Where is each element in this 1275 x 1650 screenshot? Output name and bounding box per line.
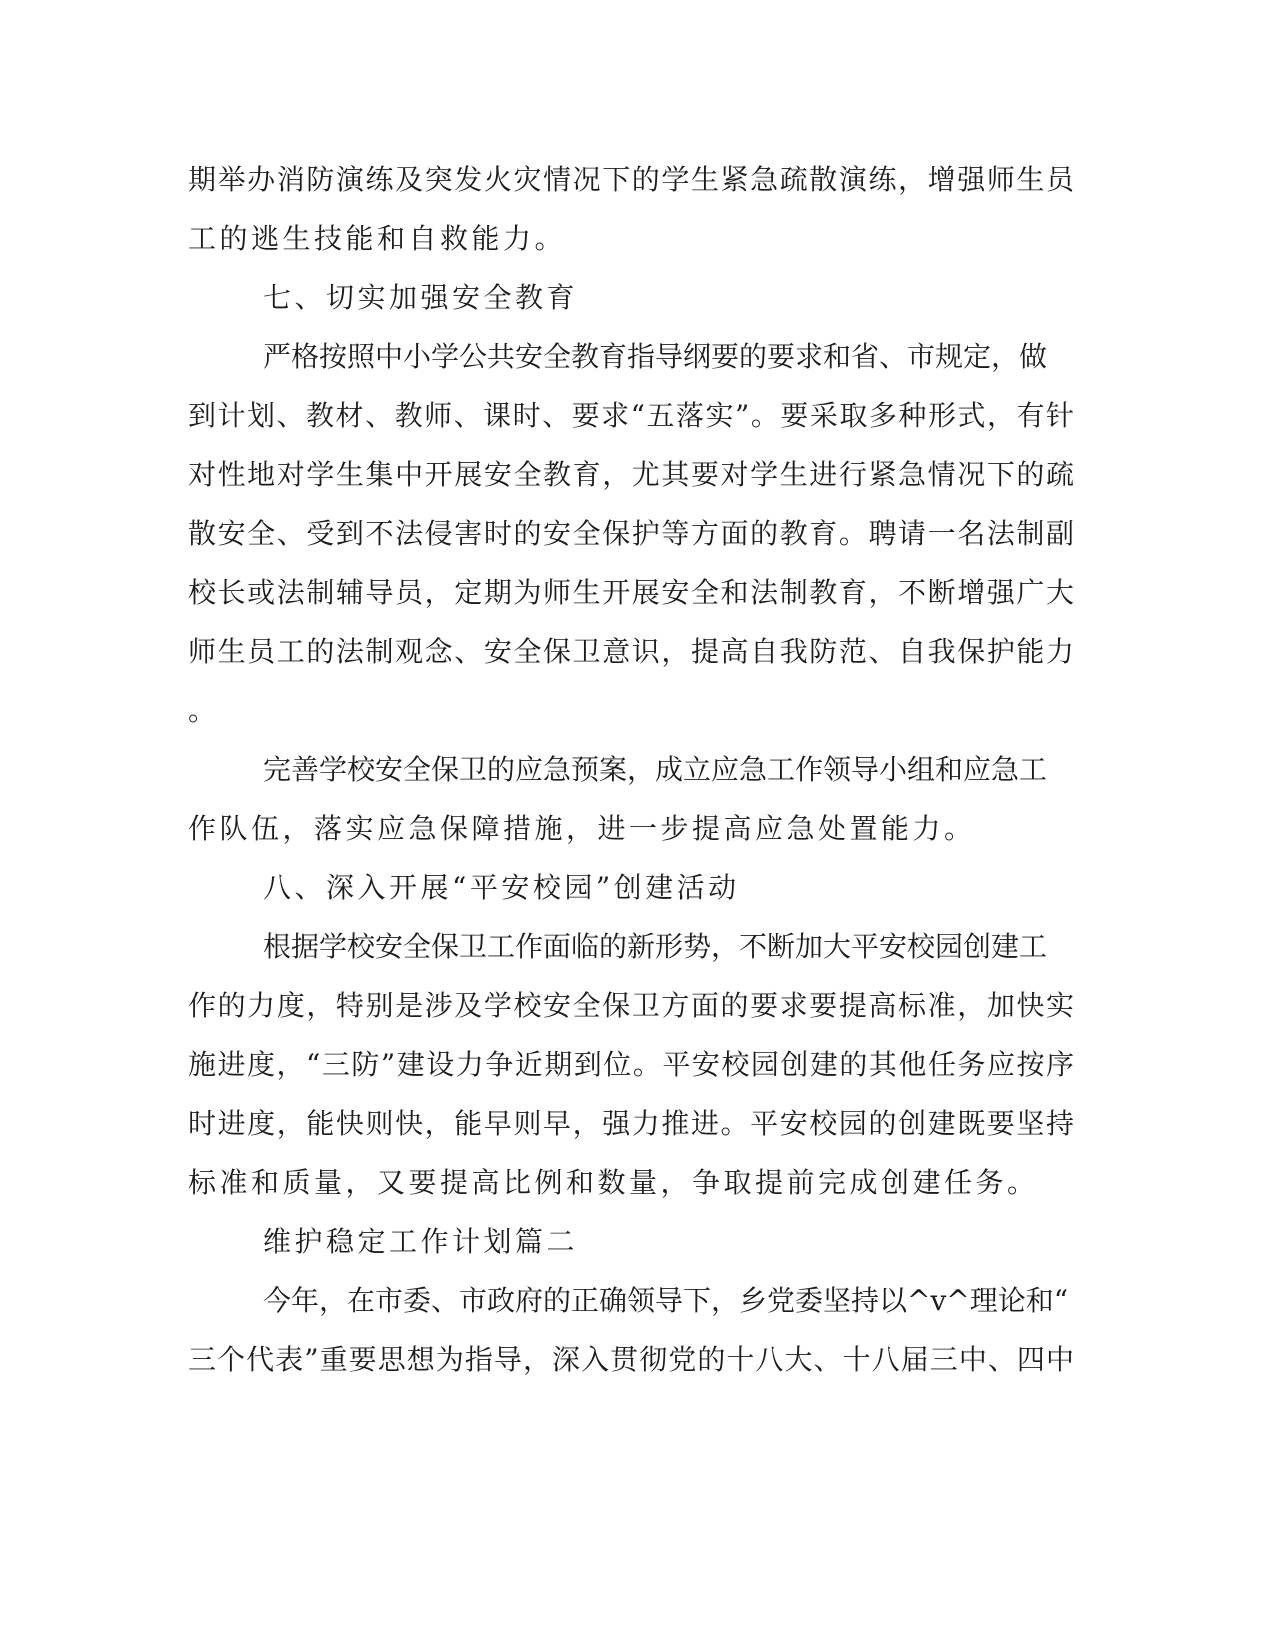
text-line: 对性地对学生集中开展安全教育，尤其要对学生进行紧急情况下的疏 bbox=[188, 458, 1074, 491]
section-heading: 七、切实加强安全教育 bbox=[263, 281, 579, 314]
section-heading: 维护稳定工作计划篇二 bbox=[263, 1225, 579, 1258]
text-line: 三个代表”重要思想为指导，深入贯彻党的十八大、十八届三中、四中 bbox=[188, 1343, 1074, 1376]
text-line: 严格按照中小学公共安全教育指导纲要的要求和省、市规定，做 bbox=[263, 340, 1048, 373]
text-line: 期举办消防演练及突发火灾情况下的学生紧急疏散演练，增强师生员 bbox=[188, 163, 1074, 196]
text-line: 作队伍，落实应急保障措施，进一步提高应急处置能力。 bbox=[188, 812, 976, 845]
text-line: 校长或法制辅导员，定期为师生开展安全和法制教育，不断增强广大 bbox=[188, 576, 1074, 609]
text-line: 师生员工的法制观念、安全保卫意识，提高自我防范、自我保护能力 bbox=[188, 635, 1074, 668]
text-line: 完善学校安全保卫的应急预案，成立应急工作领导小组和应急工 bbox=[263, 753, 1048, 786]
text-line: 工的逃生技能和自救能力。 bbox=[188, 222, 567, 255]
text-line: 今年，在市委、市政府的正确领导下，乡党委坚持以^v^理论和“ bbox=[263, 1284, 1069, 1317]
text-line: 施进度，“三防”建设力争近期到位。平安校园创建的其他任务应按序 bbox=[188, 1048, 1074, 1081]
text-line: 作的力度，特别是涉及学校安全保卫方面的要求要提高标准，加快实 bbox=[188, 989, 1074, 1022]
text-line: 。 bbox=[188, 694, 220, 727]
section-heading: 八、深入开展“平安校园”创建活动 bbox=[263, 871, 740, 904]
text-line: 散安全、受到不法侵害时的安全保护等方面的教育。聘请一名法制副 bbox=[188, 517, 1074, 550]
text-line: 时进度，能快则快，能早则早，强力推进。平安校园的创建既要坚持 bbox=[188, 1107, 1074, 1140]
text-line: 到计划、教材、教师、课时、要求“五落实”。要采取多种形式，有针 bbox=[188, 399, 1074, 432]
text-line: 标准和质量，又要提高比例和数量，争取提前完成创建任务。 bbox=[188, 1166, 1039, 1199]
text-line: 根据学校安全保卫工作面临的新形势，不断加大平安校园创建工 bbox=[263, 930, 1048, 963]
